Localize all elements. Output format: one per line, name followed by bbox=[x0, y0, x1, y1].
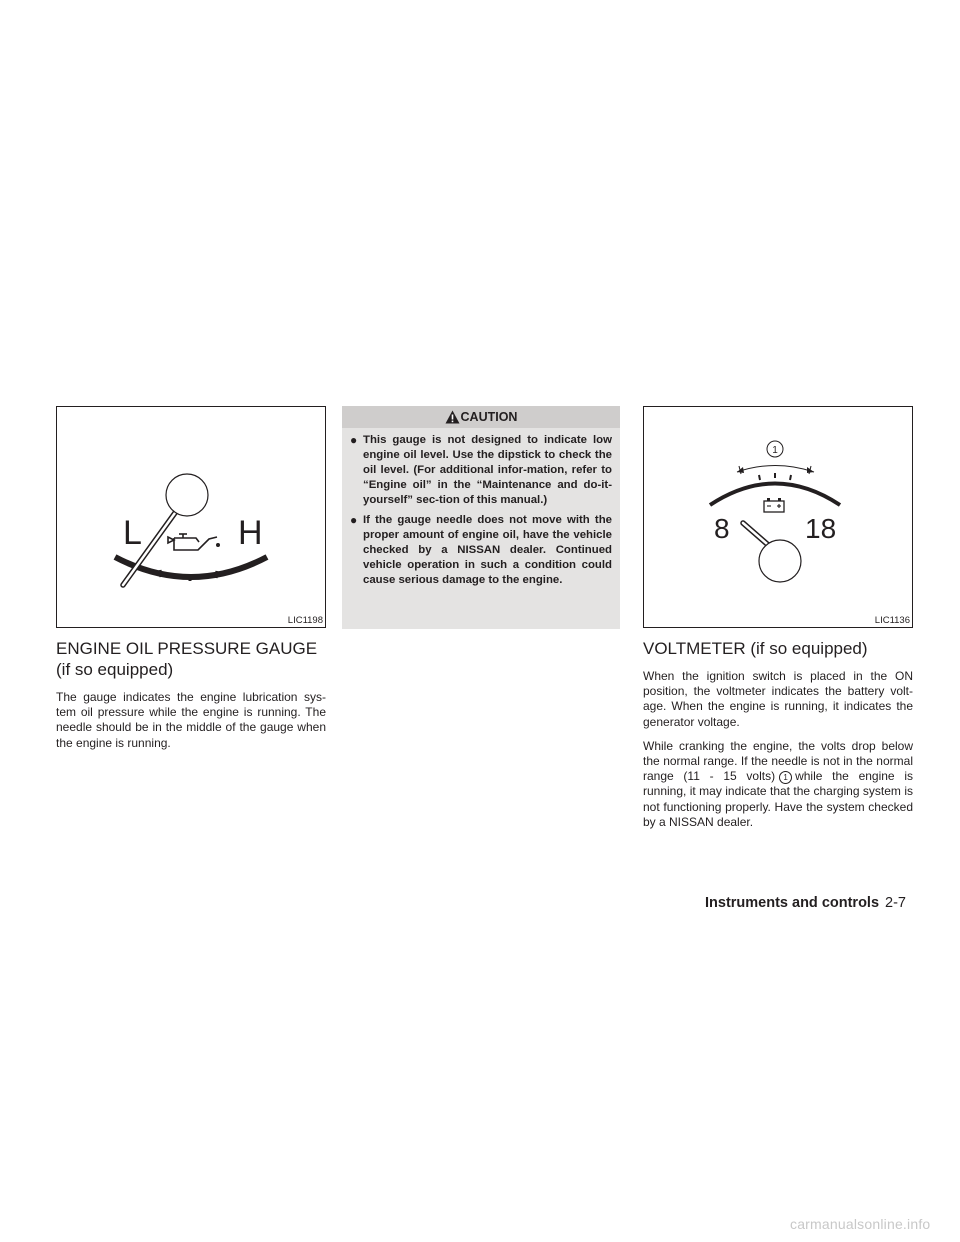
callout-marker: 1 bbox=[779, 771, 792, 784]
body-paragraph: When the ignition switch is placed in the ON position, the voltmeter indicates the battery volt-age. When the engine is running, it indicates the generator voltage. bbox=[643, 669, 913, 729]
gauge-tick bbox=[216, 571, 217, 578]
oil-pressure-gauge-figure bbox=[56, 406, 326, 628]
caution-header bbox=[342, 406, 620, 428]
caution-item-text: This gauge is not designed to indicate low engine oil level. Use the dipstick to check the oil level. (For additional infor-mation, refer to “Engine oil” in the “Maintenance and do-it-yourself” sec-tion of this manual.) bbox=[363, 434, 612, 506]
body-paragraph: The gauge indicates the engine lubrication sys-tem oil pressure while the engine is running. The needle should be in the middle of the gauge when the engine is running. bbox=[56, 690, 326, 750]
bullet: ● bbox=[350, 433, 358, 447]
oil-pressure-section bbox=[56, 406, 326, 760]
section-heading: ENGINE OIL PRESSURE GAUGE (if so equipped) bbox=[56, 639, 318, 679]
battery-icon bbox=[764, 498, 784, 512]
section-title: Instruments and controls bbox=[705, 895, 880, 911]
figure-id: LIC1198 bbox=[287, 615, 323, 626]
caution-item bbox=[342, 508, 620, 588]
scale-tick bbox=[759, 475, 760, 480]
normal-range-arc bbox=[737, 466, 814, 473]
caution-box bbox=[342, 406, 620, 629]
paragraph-text: While cranking the engine, the volts drop below the normal range. If the needle is not in the normal range (11 - 15 volts) bbox=[643, 738, 913, 784]
callout-number: 1 bbox=[772, 445, 778, 456]
section-heading: VOLTMETER (if so equipped) bbox=[643, 639, 868, 658]
caution-item bbox=[342, 428, 620, 508]
caution-section bbox=[345, 406, 615, 629]
page-number: 2-7 bbox=[885, 895, 906, 911]
paragraph-text: while the engine is running, it may indicate that the charging system is not functioning properly. Have the system checked by a NISSAN dealer. bbox=[643, 769, 913, 829]
watermark: carmanualsonline.info bbox=[790, 1216, 931, 1232]
gauge-needle-hub bbox=[166, 474, 208, 516]
figure-id: LIC1136 bbox=[874, 615, 910, 626]
oil-pressure-gauge-illustration bbox=[57, 407, 325, 627]
oil-can-icon bbox=[168, 534, 219, 550]
gauge-high-label: H bbox=[238, 514, 263, 552]
voltmeter-figure bbox=[643, 406, 913, 628]
gauge-tick bbox=[160, 570, 161, 577]
page-footer bbox=[705, 894, 906, 912]
gauge-max-label: 18 bbox=[805, 513, 837, 544]
gauge-low-label: L bbox=[123, 514, 142, 552]
scale-tick bbox=[790, 475, 791, 480]
gauge-needle-hub bbox=[759, 540, 801, 582]
gauge-min-label: 8 bbox=[714, 513, 730, 544]
voltmeter-illustration bbox=[644, 407, 912, 627]
voltmeter-section bbox=[643, 406, 913, 839]
bullet: ● bbox=[350, 513, 358, 527]
caution-item-text: If the gauge needle does not move with the proper amount of engine oil, have the vehicle checked by a NISSAN dealer. Continued vehicle operation in such a condition could cause serious damage to the engine. bbox=[363, 514, 612, 586]
body-paragraph bbox=[643, 739, 913, 830]
gauge-scale-arc bbox=[710, 484, 840, 506]
warning-triangle-icon bbox=[445, 410, 460, 424]
caution-title: CAUTION bbox=[460, 410, 518, 424]
